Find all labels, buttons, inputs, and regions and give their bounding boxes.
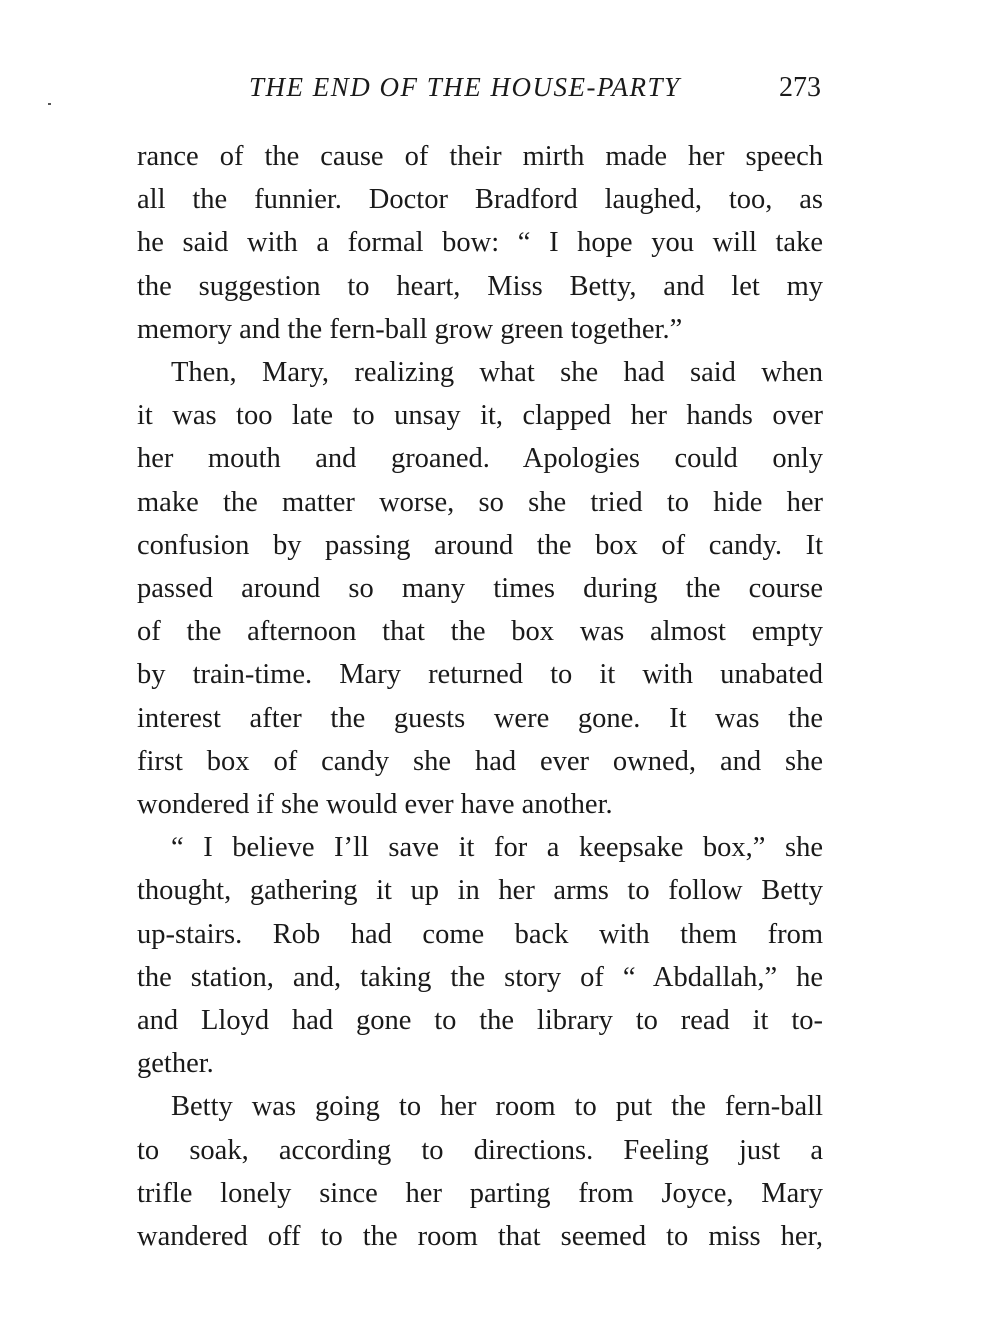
text-line: thought, gathering it up in her arms to follow Betty — [137, 875, 823, 907]
text-line: rance of the cause of their mirth made her speech — [137, 141, 823, 172]
text-line: trifle lonely since her parting from Joyce, Mary — [137, 1177, 823, 1209]
book-page — [137, 70, 823, 1258]
text-line: first box of candy she had ever owned, and she — [137, 745, 823, 777]
text-line: wandered off to the room that seemed to miss her, — [137, 1221, 823, 1253]
body-text — [137, 135, 823, 1258]
text-line: of the afternoon that the box was almost empty — [137, 616, 823, 648]
text-line: Betty was going to her room to put the fern-ball — [171, 1091, 823, 1123]
text-line: make the matter worse, so she tried to hide her — [137, 486, 823, 518]
text-line: he said with a formal bow: “ I hope you will take — [137, 227, 823, 259]
text-line: her mouth and groaned. Apologies could only — [137, 443, 823, 475]
running-title: THE END OF THE HOUSE-PARTY — [249, 72, 681, 102]
text-line: all the funnier. Doctor Bradford laughed, too, as — [137, 184, 823, 216]
text-line: by train-time. Mary returned to it with unabated — [137, 659, 823, 691]
text-line: Then, Mary, realizing what she had said when — [171, 357, 823, 389]
text-line: up-stairs. Rob had come back with them from — [137, 918, 823, 950]
scan-speck — [48, 103, 51, 105]
text-line: gether. — [137, 1048, 214, 1080]
text-line: “ I believe I’ll save it for a keepsake box,” she — [171, 832, 823, 864]
text-line: it was too late to unsay it, clapped her hands over — [137, 400, 823, 432]
text-line: interest after the guests were gone. It was the — [137, 702, 823, 734]
text-line: to soak, according to directions. Feeling just a — [137, 1134, 823, 1166]
text-line: memory and the fern-ball grow green together.” — [137, 313, 683, 345]
text-line: and Lloyd had gone to the library to read it to- — [137, 1005, 823, 1037]
text-line: passed around so many times during the course — [137, 573, 823, 605]
page-number: 273 — [779, 72, 821, 103]
text-line: the station, and, taking the story of “ Abdallah,” he — [137, 961, 823, 993]
text-line: confusion by passing around the box of candy. It — [137, 529, 823, 561]
text-line: wondered if she would ever have another. — [137, 789, 613, 821]
text-line: the suggestion to heart, Miss Betty, and let my — [137, 270, 823, 302]
running-header — [137, 70, 823, 110]
